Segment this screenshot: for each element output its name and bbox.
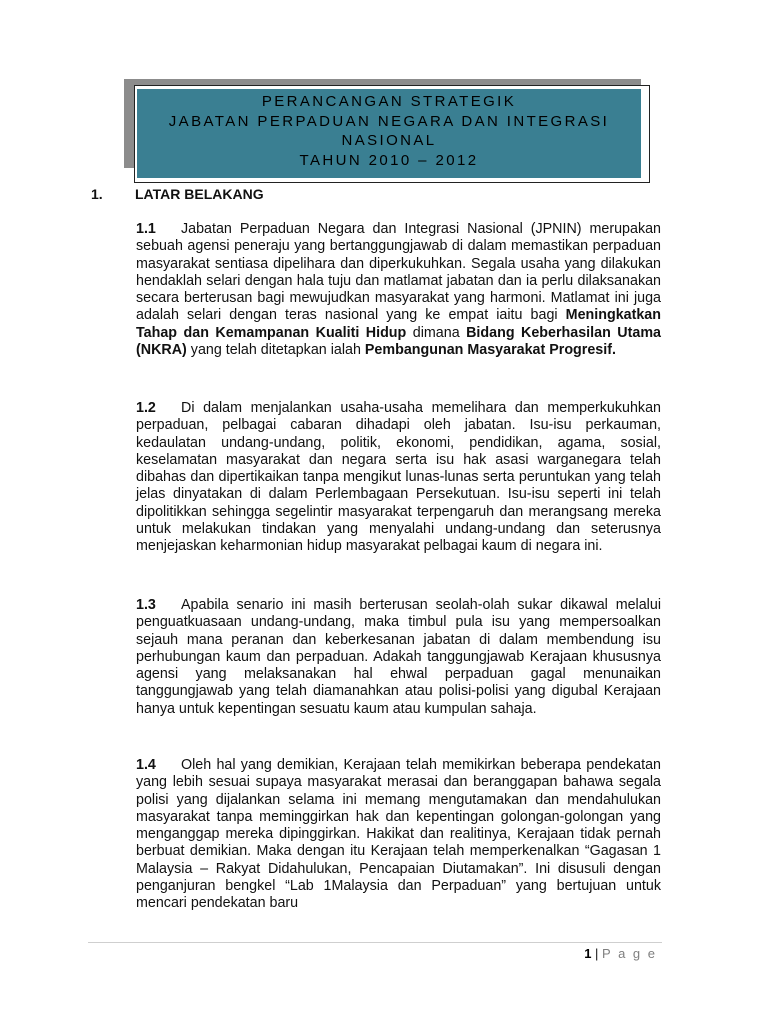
- bold-phrase: Bidang Keberhasilan Utama (NKRA): [136, 324, 661, 359]
- title-banner: [137, 89, 641, 178]
- page-footer: [584, 946, 657, 961]
- page-number: 1: [584, 946, 592, 961]
- paragraph-1-4: [136, 757, 661, 913]
- paragraph-1-1: [136, 221, 661, 359]
- paragraph-text: Apabila senario ini masih berterusan seolah-olah sukar dikawal melalui penguatkuasaan undang-undang, maka timbul pula isu yang mempersoalkan sejauh mana peranan dan keberkesanan jabatan di dalam membendung isu perhubungan kaum dan perpaduan. Adakah tanggungjawab Kerajaan khususnya agensi yang melaksanakan hal ehwal perpaduan gagal menunaikan tanggungjawab yang telah diamanahkan atau polisi-polisi yang digubal Kerajaan hanya untuk kepentingan sesuatu kaum atau kumpulan sahaja.: [136, 597, 661, 717]
- paragraph-number: 1.3: [136, 597, 156, 613]
- footer-separator: |: [591, 946, 603, 961]
- bold-phrase: Meningkatkan Tahap dan Kemampanan Kualiti Hidup: [136, 307, 661, 341]
- paragraph-text: yang telah ditetapkan ialah: [186, 342, 365, 359]
- paragraph-text: Oleh hal yang demikian, Kerajaan telah memikirkan beberapa pendekatan yang lebih sesuai supaya masyarakat merasai dan beranggapan bahawa segala polisi yang dijalankan selama ini memang mengutamakan dan mendahulukan masyarakat tanpa meminggirkan hak dan kepentingan golongan-golongan yang menganggap mereka dipinggirkan. Hakikat dan realitinya, Kerajaan tidak pernah berbuat demikian. Maka dengan itu Kerajaan telah memperkenalkan “Gagasan 1 Malaysia – Rakyat Didahulukan, Pencapaian Diutamakan”. Ini disusuli dengan penganjuran bengkel “Lab 1Malaysia dan Perpaduan” yang bertujuan untuk mencari pendekatan baru: [136, 757, 661, 912]
- paragraph-number: 1.1: [136, 221, 156, 237]
- banner-line-3: NASIONAL: [341, 132, 437, 149]
- section-title: LATAR BELAKANG: [135, 186, 264, 202]
- paragraph-text: Jabatan Perpaduan Negara dan Integrasi Nasional (JPNIN) merupakan sebuah agensi peneraju yang bertanggungjawab di dalam memastikan perpaduan masyarakat sentiasa dipelihara dan diperkukuhkan. Segala usaha yang dilakukan hendaklah selari dengan hala tuju dan matlamat jabatan dan ia perlu dilaksanakan secara berterusan bagi mewujudkan masyarakat yang harmoni. Matlamat ini juga adalah selari dengan teras nasional yang ke empat iaitu bagi: [136, 221, 661, 324]
- paragraph-number: 1.4: [136, 757, 156, 773]
- banner-line-1: PERANCANGAN STRATEGIK: [261, 93, 517, 110]
- bold-phrase: Pembangunan Masyarakat Progresif.: [364, 342, 616, 359]
- footer-divider: [88, 942, 662, 943]
- banner-line-4: TAHUN 2010 – 2012: [299, 151, 479, 169]
- paragraph-1-3: [136, 597, 661, 718]
- section-heading: [91, 186, 264, 202]
- paragraph-1-2: [136, 400, 661, 556]
- banner-line-2: JABATAN PERPADUAN NEGARA DAN INTEGRASI: [168, 112, 610, 130]
- page-word: P a g e: [602, 946, 657, 961]
- section-number: 1.: [91, 186, 103, 202]
- paragraph-number: 1.2: [136, 400, 156, 416]
- paragraph-text: Di dalam menjalankan usaha-usaha memelihara dan memperkukuhkan perpaduan, pelbagai cabaran dihadapi oleh jabatan. Isu-isu perkauman, kedaulatan undang-undang, politik, ekonomi, pendidikan, agama, sosial, keselamatan masyarakat dan negara serta isu hak asasi warganegara telah dibahas dan dipertikaikan tanpa mengikut lunas-lunas serta peruntukan yang telah jelas dinyatakan di dalam Perlembagaan Persekutuan. Isu-isu seperti ini telah dipolitikkan sehingga segelintir masyarakat terpengaruh dan merangsang mereka untuk melakukan tindakan yang menyalahi undang-undang dan seterusnya menjejaskan keharmonian hidup masyarakat pelbagai kaum di negara ini.: [136, 400, 661, 555]
- paragraph-text: dimana: [406, 324, 467, 341]
